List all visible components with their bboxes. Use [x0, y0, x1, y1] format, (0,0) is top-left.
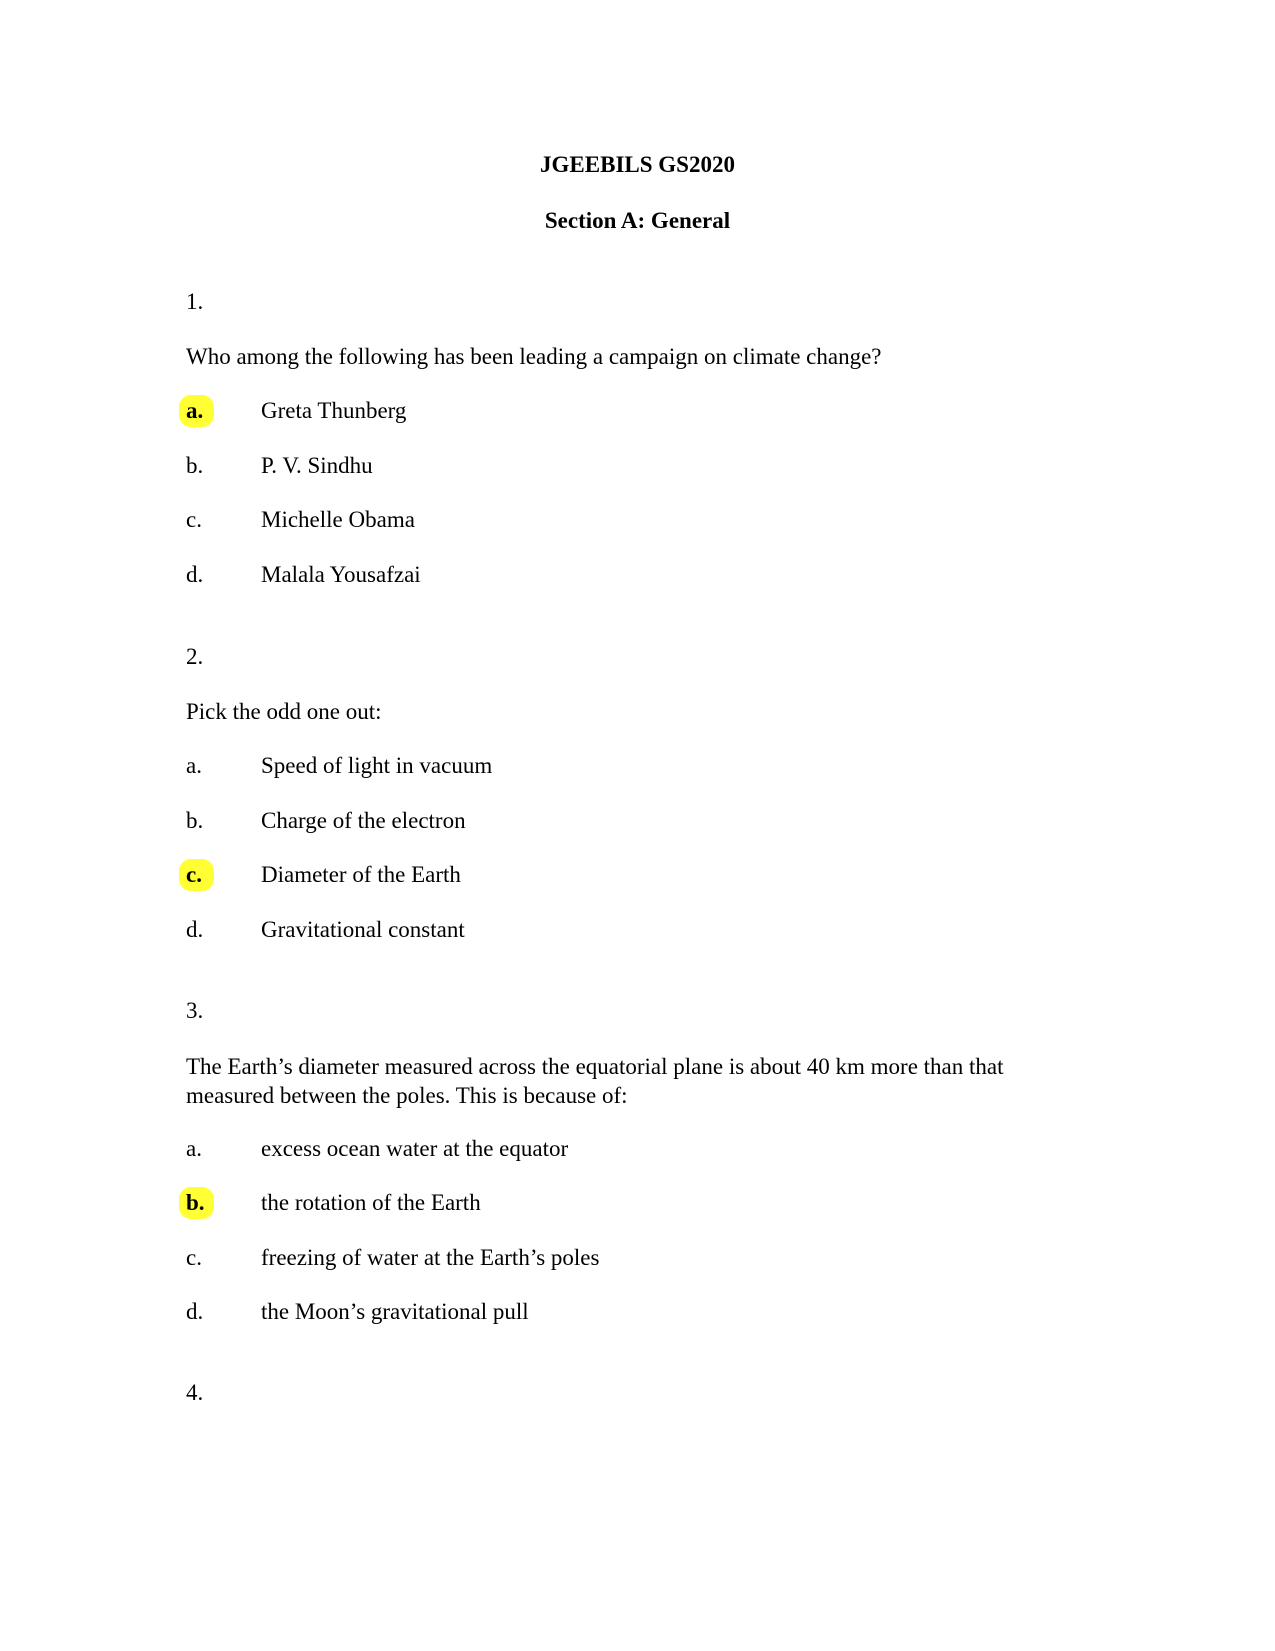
option-text: Speed of light in vacuum [261, 753, 493, 778]
option-text: the Moon’s gravitational pull [261, 1299, 529, 1324]
option-letter: a. [186, 1136, 202, 1161]
question-number: 1. [186, 289, 204, 314]
option-letter: c. [186, 507, 202, 532]
option-text: Gravitational constant [261, 917, 465, 942]
option-text: Diameter of the Earth [261, 862, 461, 887]
question-number: 2. [186, 644, 204, 669]
option-letter: b. [186, 453, 204, 478]
option-text: Charge of the electron [261, 808, 466, 833]
option-text: freezing of water at the Earth’s poles [261, 1245, 600, 1270]
option-text: P. V. Sindhu [261, 453, 373, 478]
option-text: the rotation of the Earth [261, 1190, 481, 1215]
option-letter: c. [186, 1245, 202, 1270]
option-letter: b. [186, 808, 204, 833]
question-text: Pick the odd one out: [186, 699, 382, 724]
option-letter: d. [186, 917, 204, 942]
option-text: Malala Yousafzai [261, 562, 421, 587]
question-number: 3. [186, 998, 204, 1023]
option-letter: a. [186, 753, 202, 778]
exam-title: JGEEBILS GS2020 [540, 152, 735, 177]
answer-highlight: b. [186, 1188, 226, 1218]
question-number: 4. [186, 1380, 204, 1405]
section-title: Section A: General [544, 208, 731, 233]
option-letter: d. [186, 562, 204, 587]
answer-highlight: c. [186, 860, 226, 890]
option-text: Greta Thunberg [261, 398, 407, 423]
option-text: excess ocean water at the equator [261, 1136, 569, 1161]
answer-highlight: a. [186, 396, 226, 426]
option-text: Michelle Obama [261, 507, 415, 532]
question-text: The Earth’s diameter measured across the equatorial plane is about 40 km more than that measured between the poles. This is because of: [186, 1054, 1004, 1108]
option-letter: d. [186, 1299, 204, 1324]
question-text: Who among the following has been leading a campaign on climate change? [186, 344, 882, 369]
